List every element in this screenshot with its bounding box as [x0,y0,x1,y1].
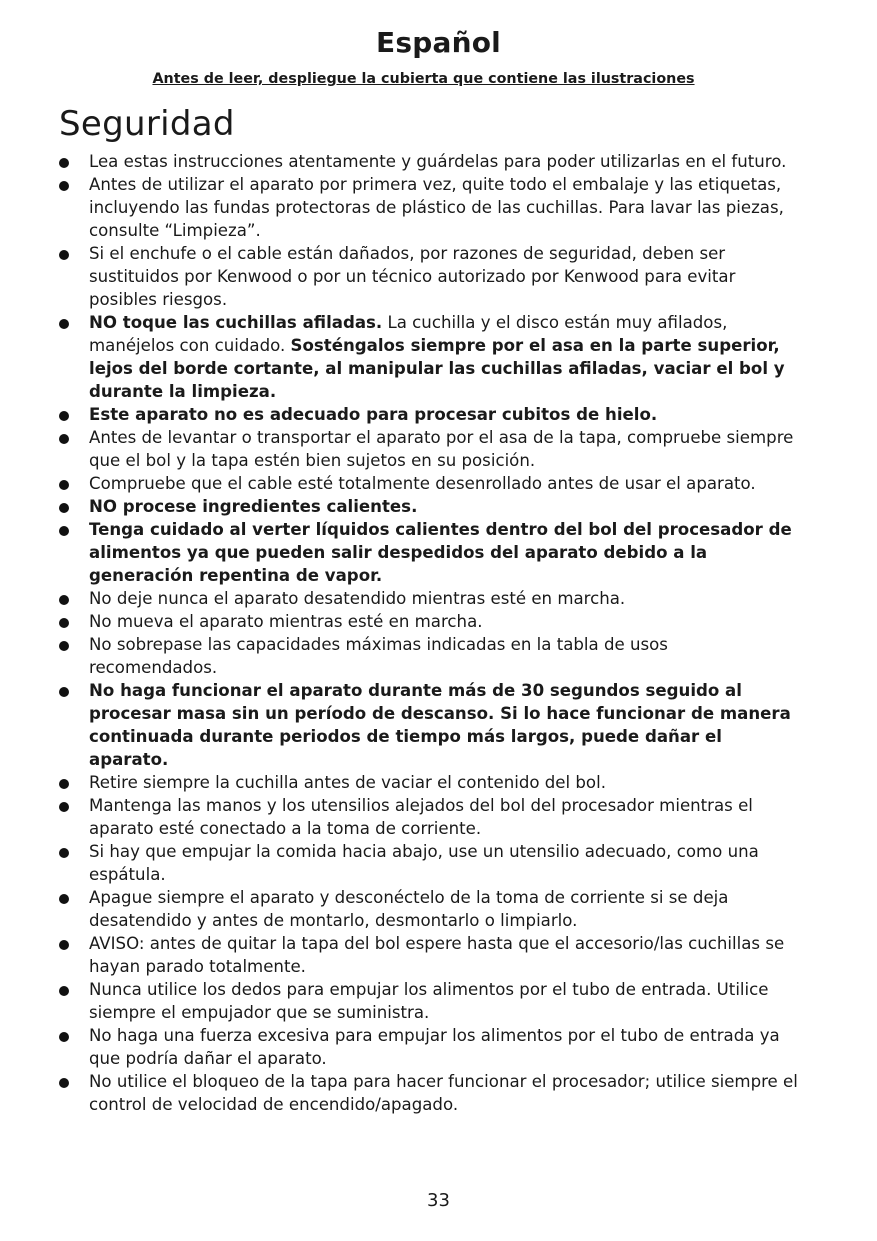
list-item-text [89,152,786,171]
text: Compruebe que el cable esté totalmente desenrollado antes de usar el aparato. [89,474,756,493]
list-item [59,978,799,1024]
text: No mueva el aparato mientras esté en marcha. [89,612,483,631]
list-item [59,794,799,840]
list-item-text [89,842,759,884]
list-item-text [89,681,791,769]
page-number: 33 [427,1190,450,1211]
list-item [59,150,799,173]
list-item-text [89,612,483,631]
list-item-text [89,474,756,493]
list-item [59,426,799,472]
text: Lea estas instrucciones atentamente y guárdelas para poder utilizarlas en el futuro. [89,152,787,171]
bullet-icon [59,158,69,168]
bold-text: Este aparato no es adecuado para procesar cubitos de hielo. [89,405,658,424]
text: Apague siempre el aparato y desconéctelo de la toma de corriente si se deja desatendido y antes de montarlo, desmontarlo o limpiarlo. [89,888,729,930]
list-item [59,403,799,426]
text: No deje nunca el aparato desatendido mientras esté en marcha. [89,589,626,608]
list-item [59,1024,799,1070]
text: Si el enchufe o el cable están dañados, por razones de seguridad, deben ser sustituidos por Kenwood o por un técnico autorizado por Kenwood para evitar posibles riesgos. [89,244,736,309]
list-item [59,886,799,932]
list-item-text [89,313,785,401]
list-item [59,610,799,633]
bullet-icon [59,802,69,812]
list-item [59,587,799,610]
bold-text: No haga funcionar el aparato durante más de 30 segundos seguido al procesar masa sin un período de descanso. Si lo hace funcionar de manera continuada durante periodos de tiempo más largos, puede dañar el aparato. [89,681,791,769]
list-item-text [89,635,668,677]
bold-text: Tenga cuidado al verter líquidos calientes dentro del bol del procesador de alimentos ya que pueden salir despedidos del aparato debido a la generación repentina de vapor. [89,520,792,585]
bullet-icon [59,434,69,444]
bullet-icon [59,1078,69,1088]
list-item [59,771,799,794]
list-item-text [89,428,793,470]
bold-text: Sosténgalos siempre por el asa en la parte superior, lejos del borde cortante, al manipular las cuchillas afiladas, vaciar el bol y durante la limpieza. [89,336,785,401]
text: No sobrepase las capacidades máximas indicadas en la tabla de usos recomendados. [89,635,668,677]
text: AVISO: antes de quitar la tapa del bol espere hasta que el accesorio/las cuchillas se hayan parado totalmente. [89,934,785,976]
section-title: Seguridad [59,104,235,144]
list-item [59,932,799,978]
list-item [59,472,799,495]
text: Antes de utilizar el aparato por primera vez, quite todo el embalaje y las etiquetas, incluyendo las fundas protectoras de plástico de las cuchillas. Para lavar las piezas, consulte “Limpieza”. [89,175,784,240]
text: No haga una fuerza excesiva para empujar los alimentos por el tubo de entrada ya que podría dañar el aparato. [89,1026,780,1068]
language-heading: Español [376,26,501,59]
list-item-text [89,175,784,240]
list-item [59,840,799,886]
list-item-text [89,796,753,838]
list-item-text [89,405,657,424]
list-item-text [89,497,417,516]
text: La cuchilla y el disco están muy afilados, manéjelos con cuidado. [89,313,728,355]
list-item [59,518,799,587]
list-item-text [89,520,792,585]
list-item [59,1070,799,1116]
bullet-icon [59,986,69,996]
text: Retire siempre la cuchilla antes de vaciar el contenido del bol. [89,773,606,792]
bullet-icon [59,687,69,697]
bullet-icon [59,411,69,421]
text: Si hay que empujar la comida hacia abajo, use un utensilio adecuado, como una espátula. [89,842,759,884]
bullet-icon [59,480,69,490]
bullet-icon [59,181,69,191]
list-item [59,173,799,242]
bullet-icon [59,779,69,789]
list-item-text [89,773,606,792]
list-item [59,242,799,311]
list-item [59,495,799,518]
bullet-icon [59,618,69,628]
bullet-icon [59,526,69,536]
list-item-text [89,1072,798,1114]
bullet-icon [59,595,69,605]
text: Nunca utilice los dedos para empujar los alimentos por el tubo de entrada. Utilice siempre el empujador que se suministra. [89,980,769,1022]
bullet-icon [59,641,69,651]
list-item-text [89,1026,780,1068]
bullet-icon [59,503,69,513]
bullet-icon [59,319,69,329]
list-item-text [89,244,735,309]
text: Mantenga las manos y los utensilios alejados del bol del procesador mientras el aparato esté conectado a la toma de corriente. [89,796,753,838]
bullet-icon [59,894,69,904]
list-item [59,311,799,403]
bullet-icon [59,848,69,858]
list-item [59,679,799,771]
bullet-icon [59,940,69,950]
text: Antes de levantar o transportar el aparato por el asa de la tapa, compruebe siempre que el bol y la tapa estén bien sujetos en su posición. [89,428,794,470]
list-item-text [89,980,768,1022]
text: No utilice el bloqueo de la tapa para hacer funcionar el procesador; utilice siempre el control de velocidad de encendido/apagado. [89,1072,798,1114]
list-item [59,633,799,679]
list-item-text [89,934,784,976]
bold-text: NO procese ingredientes calientes. [89,497,418,516]
bullet-icon [59,250,69,260]
safety-list [59,150,799,1116]
bold-text: NO toque las cuchillas afiladas. [89,313,383,332]
fold-out-notice: Antes de leer, despliegue la cubierta que contiene las ilustraciones [152,71,695,87]
list-item-text [89,589,625,608]
bullet-icon [59,1032,69,1042]
list-item-text [89,888,728,930]
